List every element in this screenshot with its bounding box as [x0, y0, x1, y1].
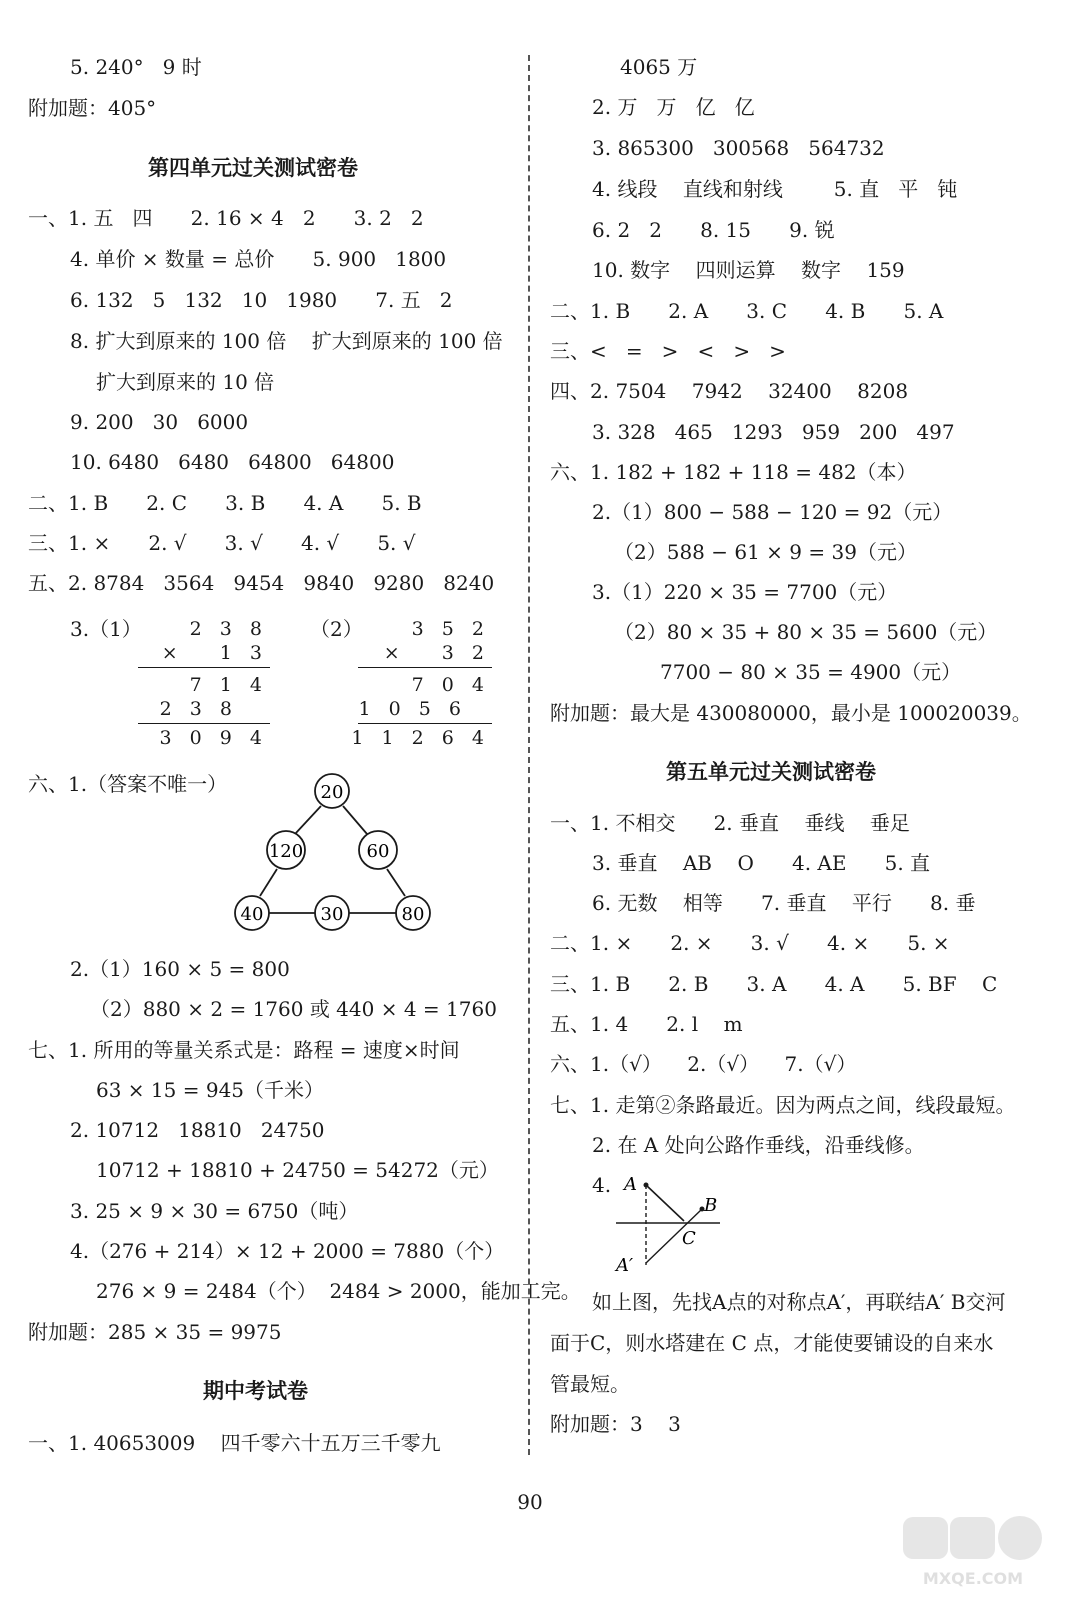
calc-line: 2 3 8 — [189, 618, 268, 640]
answer-line: 2. 万 万 亿 亿 — [592, 95, 755, 119]
answer-line: 七、1. 走第②条路最近。因为两点之间，线段最短。 — [550, 1093, 1016, 1117]
answer-line: 3. 垂直 AB O 4. AE 5. 直 — [592, 851, 931, 875]
section-title-unit5: 第五单元过关测试密卷 — [666, 760, 876, 784]
bonus-answer: 附加题：405° — [28, 96, 157, 120]
answer-line: 8. 扩大到原来的 100 倍 扩大到原来的 100 倍 — [70, 329, 503, 353]
calc-line: 1 1 2 6 4 — [351, 727, 490, 749]
answer-line: 如上图，先找A点的对称点A′，再联结A′ B交河 — [592, 1290, 1006, 1314]
label-b: B — [704, 1195, 718, 1216]
answer-line: 2.（1）800 − 588 − 120 = 92（元） — [592, 500, 953, 524]
circle-number: 80 — [401, 904, 425, 925]
answer-line: 6. 2 2 8. 15 9. 锐 — [592, 218, 835, 242]
calc-line: 7 1 4 — [189, 674, 268, 696]
answer-line: （2）880 × 2 = 1760 或 440 × 4 = 1760 — [90, 997, 497, 1021]
calc-rule — [138, 723, 270, 724]
answer-line: 2. 10712 18810 24750 — [70, 1118, 325, 1142]
answer-line: 面于C，则水塔建在 C 点，才能使要铺设的自来水 — [550, 1331, 994, 1355]
calc-line: × 1 3 — [161, 642, 268, 664]
answer-line: 二、1. B 2. A 3. C 4. B 5. A — [550, 299, 944, 323]
circle-number: 60 — [366, 841, 390, 862]
answer-line: 五、2. 8784 3564 9454 9840 9280 8240 — [28, 571, 495, 595]
answer-line: 四、2. 7504 7942 32400 8208 — [550, 379, 909, 403]
column-divider — [528, 55, 530, 1455]
answer-line: 二、1. × 2. × 3. √ 4. × 5. × — [550, 931, 950, 955]
calc-rule — [138, 667, 270, 668]
answer-line: 一、1. 五 四 2. 16 × 4 2 3. 2 2 — [28, 206, 424, 230]
answer-line: 七、1. 所用的等量关系式是：路程 = 速度×时间 — [28, 1038, 460, 1062]
calc-line: 3 5 2 — [411, 618, 490, 640]
circle-number: 20 — [320, 782, 344, 803]
answer-line: 3. 865300 300568 564732 — [592, 136, 885, 160]
answer-line: 4.（276 + 214）× 12 + 2000 = 7880（个） — [70, 1239, 505, 1263]
answer-line: 三、< = > < > > — [550, 339, 786, 363]
circle-number: 40 — [240, 904, 264, 925]
answer-line: 二、1. B 2. C 3. B 4. A 5. B — [28, 491, 422, 515]
label-a-prime: A′ — [616, 1255, 634, 1276]
calc-label: 3.（1） — [70, 617, 142, 641]
answer-line: 63 × 15 = 945（千米） — [96, 1078, 325, 1102]
answer-line: 3. 25 × 9 × 30 = 6750（吨） — [70, 1199, 359, 1223]
watermark-logo — [898, 1512, 1048, 1592]
answer-line: 六、1.（√） 2.（√） 7.（√） — [550, 1052, 857, 1076]
calc-line: × 3 2 — [383, 642, 490, 664]
answer-line: 10712 + 18810 + 24750 = 54272（元） — [96, 1158, 499, 1182]
triangle-edge — [295, 806, 321, 834]
section-title-unit4: 第四单元过关测试密卷 — [148, 156, 358, 180]
answer-line: 3.（1）220 × 35 = 7700（元） — [592, 580, 898, 604]
answer-line: 管最短。 — [550, 1372, 630, 1396]
page-number: 90 — [517, 1490, 543, 1514]
answer-line: 7700 − 80 × 35 = 4900（元） — [660, 660, 962, 684]
bonus-answer: 附加题：285 × 35 = 9975 — [28, 1320, 282, 1344]
label-a: A — [624, 1174, 637, 1195]
bonus-answer: 附加题：3 3 — [550, 1412, 681, 1436]
answer-line: 2.（1）160 × 5 = 800 — [70, 957, 290, 981]
answer-line: 六、1. 182 + 182 + 118 = 482（本） — [550, 460, 917, 484]
reflection-diagram — [612, 1165, 732, 1277]
bonus-answer: 附加题：最大是 430080000，最小是 100020039。 — [550, 701, 1032, 725]
circle-number: 30 — [320, 904, 344, 925]
answer-line: 一、1. 不相交 2. 垂直 垂线 垂足 — [550, 811, 910, 835]
calc-line: 2 3 8 — [159, 698, 238, 720]
calc-line: 7 0 4 — [411, 674, 490, 696]
answer-line: 三、1. B 2. B 3. A 4. A 5. BF C — [550, 972, 998, 996]
answer-line: 4. — [592, 1173, 612, 1197]
answer-line: 6. 132 5 132 10 1980 7. 五 2 — [70, 288, 453, 312]
answer-line: 六、1.（答案不唯一） — [28, 772, 228, 796]
calc-line: 1 0 5 6 — [358, 698, 467, 720]
label-c: C — [682, 1228, 696, 1249]
calc-rule — [358, 723, 492, 724]
answer-line: 5. 240° 9 时 — [70, 55, 202, 79]
answer-line: 4065 万 — [620, 55, 698, 79]
watermark-text: MXQE.COM — [922, 1569, 1024, 1588]
answer-line: 9. 200 30 6000 — [70, 410, 249, 434]
triangle-edge — [343, 806, 367, 834]
answer-line: 扩大到原来的 10 倍 — [96, 370, 275, 394]
point-a — [644, 1183, 649, 1188]
section-title-midterm: 期中考试卷 — [203, 1379, 308, 1403]
answer-line: 10. 6480 6480 64800 64800 — [70, 450, 395, 474]
answer-line: 4. 单价 × 数量 = 总价 5. 900 1800 — [70, 247, 447, 271]
answer-line: 276 × 9 = 2484（个） 2484 > 2000，能加工完。 — [96, 1279, 581, 1303]
answer-line: （2）80 × 35 + 80 × 35 = 5600（元） — [614, 620, 998, 644]
answer-line: 10. 数字 四则运算 数字 159 — [592, 258, 905, 282]
calc-label: （2） — [310, 617, 363, 641]
calc-line: 3 0 9 4 — [159, 727, 268, 749]
answer-line: 3. 328 465 1293 959 200 497 — [592, 420, 955, 444]
answer-line: 一、1. 40653009 四千零六十五万三千零九 — [28, 1431, 441, 1455]
calc-rule — [358, 667, 492, 668]
answer-line: 三、1. × 2. √ 3. √ 4. √ 5. √ — [28, 531, 416, 555]
triangle-edge — [260, 869, 277, 896]
number-triangle-diagram — [225, 768, 445, 938]
circle-number: 120 — [268, 841, 304, 862]
answer-line: 4. 线段 直线和射线 5. 直 平 钝 — [592, 177, 958, 201]
answer-line: 2. 在 A 处向公路作垂线，沿垂线修。 — [592, 1133, 925, 1157]
answer-line: （2）588 − 61 × 9 = 39（元） — [614, 540, 917, 564]
triangle-edge — [387, 869, 405, 896]
segment-ac — [646, 1185, 684, 1221]
answer-line: 6. 无数 相等 7. 垂直 平行 8. 垂 — [592, 891, 976, 915]
answer-line: 五、1. 4 2. l m — [550, 1012, 743, 1036]
